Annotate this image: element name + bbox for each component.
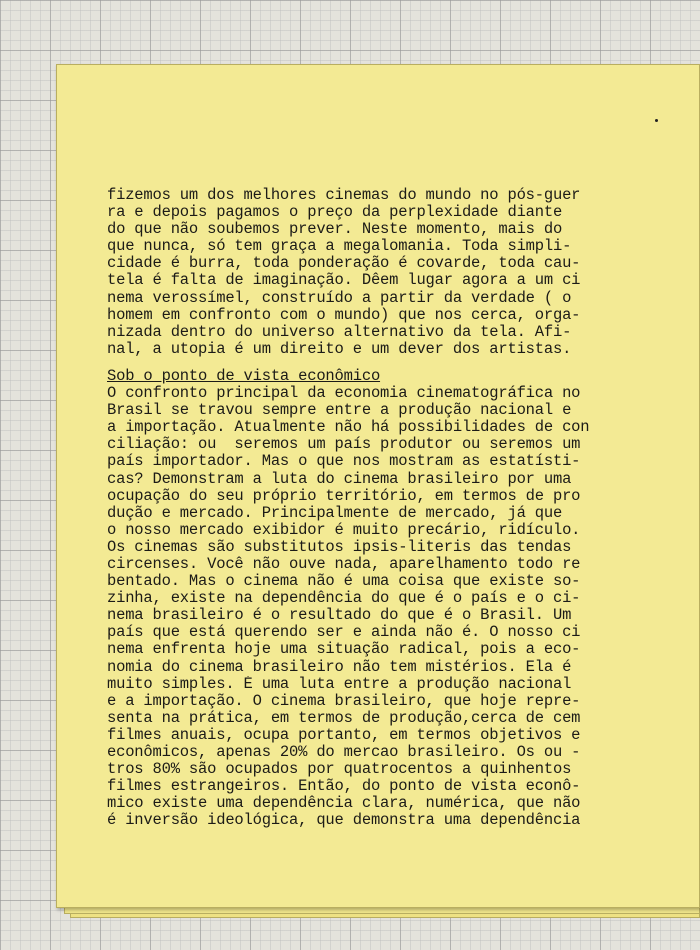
text-line: fizemos um dos melhores cinemas do mundo no pós-guer bbox=[107, 187, 581, 204]
paragraph-1 bbox=[107, 187, 627, 358]
text-line: ciliação: ou seremos um país produtor ou seremos um bbox=[107, 436, 581, 454]
ink-mark bbox=[655, 119, 658, 122]
text-line: Brasil se travou sempre entre a produção nacional e bbox=[107, 402, 572, 420]
text-line: dução e mercado. Principalmente de mercado, já que bbox=[107, 504, 563, 522]
text-line: mico existe uma dependência clara, numérica, que não bbox=[107, 795, 581, 813]
text-line: senta na prática, em termos de produção,cerca de cem bbox=[107, 709, 581, 727]
text-line: ocupação do seu próprio território, em termos de pro bbox=[107, 487, 581, 505]
text-line: filmes estrangeiros. Então, do ponto de vista econô- bbox=[107, 778, 581, 796]
page-body bbox=[107, 187, 627, 829]
text-line: a importação. Atualmente não há possibilidades de con bbox=[107, 419, 590, 437]
text-line: cas? Demonstram a luta do cinema brasileiro por uma bbox=[107, 470, 572, 488]
text-line: nomia do cinema brasileiro não tem mistérios. Ela é bbox=[107, 658, 572, 676]
text-line: zinha, existe na dependência do que é o país e o ci- bbox=[107, 590, 581, 608]
text-line: e a importação. O cinema brasileiro, que hoje repre- bbox=[107, 692, 581, 710]
text-line: O confronto principal da economia cinematográfica no bbox=[107, 385, 581, 403]
text-line: país importador. Mas o que nos mostram as estatísti- bbox=[107, 453, 581, 471]
text-line: cidade é burra, toda ponderação é covarde, toda cau- bbox=[107, 255, 581, 273]
text-line: do que não soubemos prever. Neste momento, mais do bbox=[107, 221, 563, 239]
text-line: nema brasileiro é o resultado do que é o Brasil. Um bbox=[107, 607, 572, 625]
text-line: muito simples. É uma luta entre a produção nacional bbox=[107, 675, 572, 693]
section-heading: Sob o ponto de vista econômico bbox=[107, 367, 381, 385]
text-line: nema enfrenta hoje uma situação radical, pois a eco- bbox=[107, 641, 581, 659]
text-line: nizada dentro do universo alternativo da tela. Afi- bbox=[107, 323, 572, 341]
text-line: circenses. Você não ouve nada, aparelhamento todo re bbox=[107, 555, 581, 573]
text-line: homem em confronto com o mundo) que nos cerca, orga- bbox=[107, 306, 581, 324]
text-line: ra e depois pagamos o preço da perplexidade diante bbox=[107, 204, 563, 222]
text-line: bentado. Mas o cinema não é uma coisa que existe so- bbox=[107, 573, 581, 591]
text-line: econômicos, apenas 20% do mercao brasileiro. Os ou - bbox=[107, 744, 581, 761]
text-line: que nunca, só tem graça a megalomania. Toda simpli- bbox=[107, 238, 572, 256]
text-line: filmes anuais, ocupa portanto, em termos objetivos e bbox=[107, 726, 581, 744]
text-line: nema verossímel, construído a partir da verdade ( o bbox=[107, 289, 572, 307]
text-line: tela é falta de imaginação. Dêem lugar agora a um ci bbox=[107, 272, 581, 290]
text-line: país que está querendo ser e ainda não é. O nosso ci bbox=[107, 624, 581, 642]
text-line: Os cinemas são substitutos ipsis-literis das tendas bbox=[107, 538, 572, 556]
text-line: nal, a utopia é um direito e um dever dos artistas. bbox=[107, 340, 572, 358]
text-line: é inversão ideológica, que demonstra uma dependência bbox=[107, 812, 581, 830]
text-line: tros 80% são ocupados por quatrocentos a quinhentos bbox=[107, 761, 572, 779]
text-line: o nosso mercado exibidor é muito precário, ridículo. bbox=[107, 521, 581, 539]
paragraph-2 bbox=[107, 385, 627, 829]
typewritten-page bbox=[56, 64, 700, 908]
